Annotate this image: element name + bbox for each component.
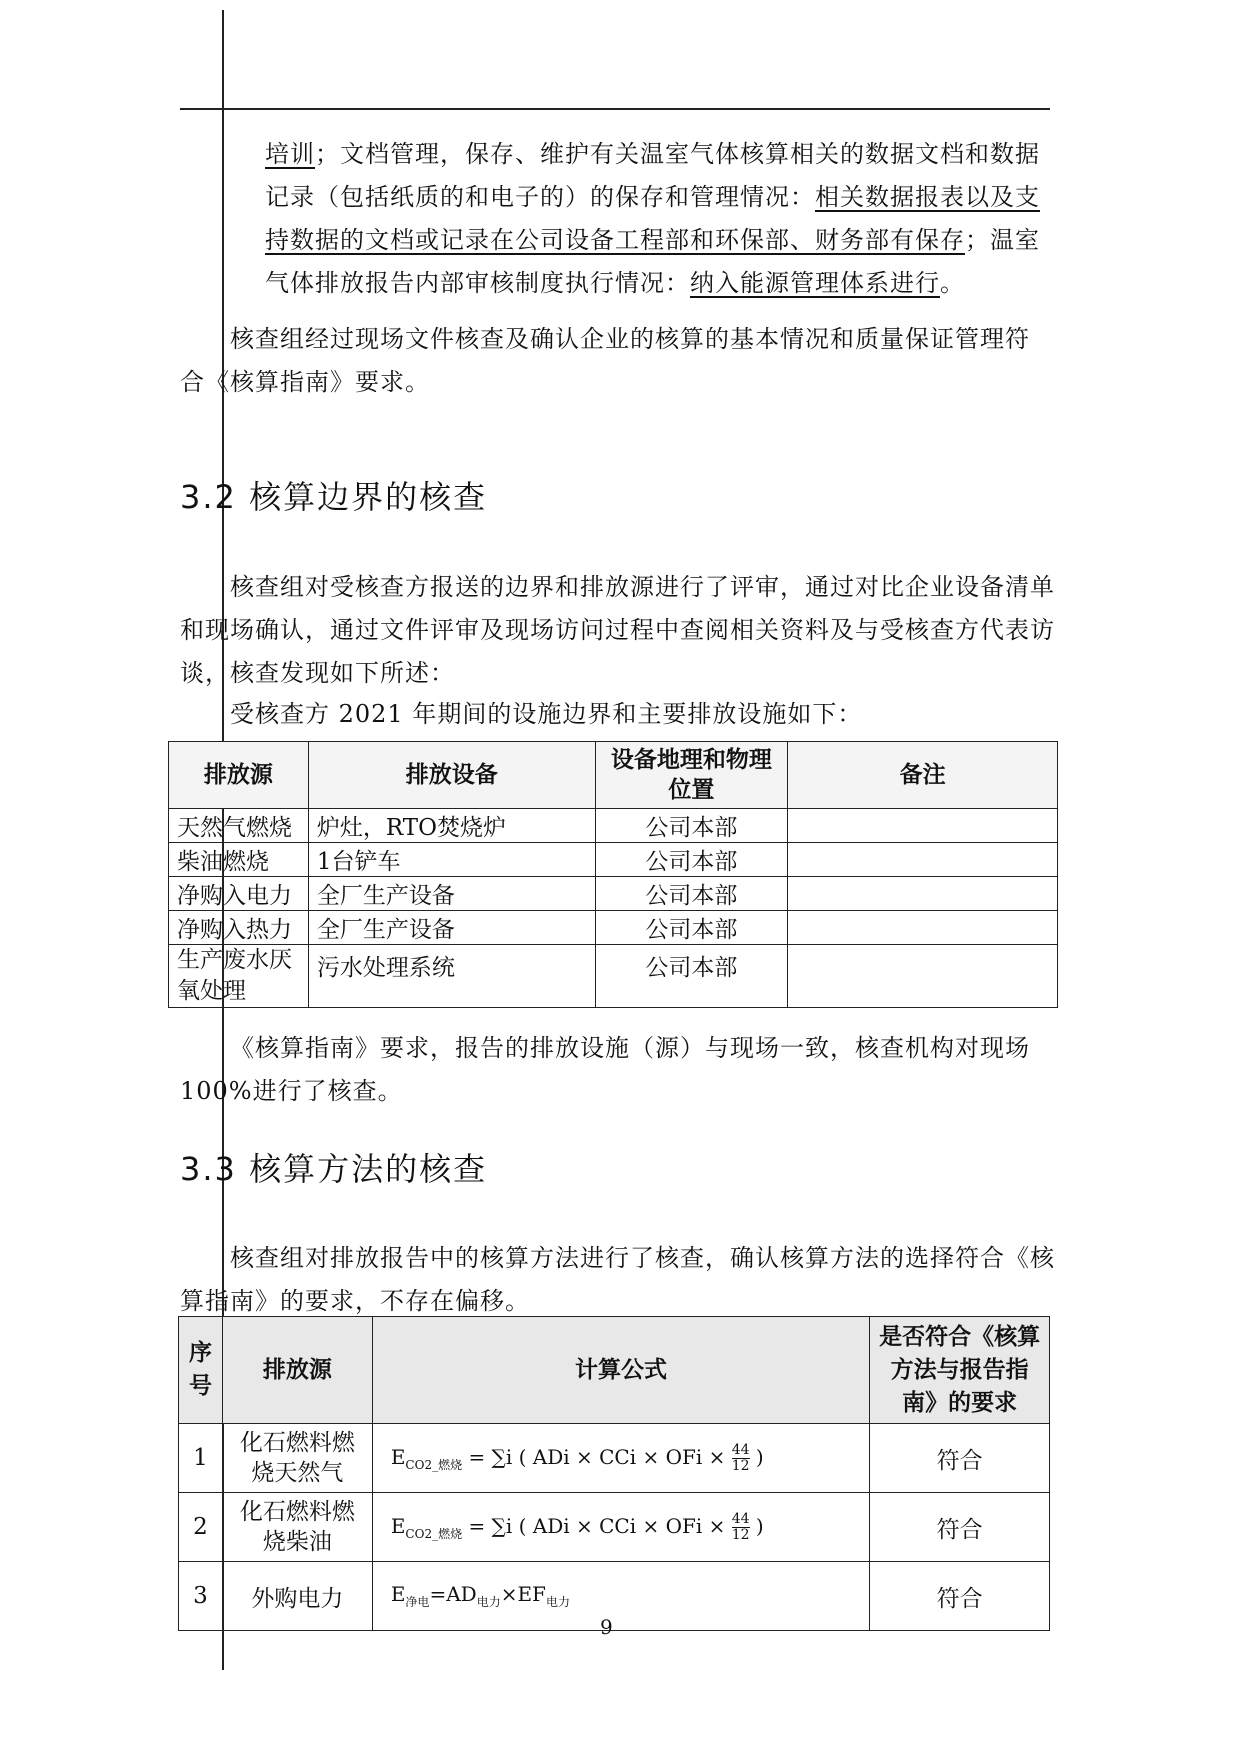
paragraph-2: 核查组经过现场文件核查及确认企业的核算的基本情况和质量保证管理符 合《核算指南》要求。	[180, 325, 1030, 396]
table-row: 天然气燃烧 炉灶，RTO焚烧炉 公司本部	[169, 809, 1058, 843]
underlined-text: 纳入能源管理体系进行	[690, 269, 940, 297]
page-number: 9	[600, 1615, 613, 1639]
paragraph-3: 核查组对受核查方报送的边界和排放源进行了评审，通过对比企业设备清单 和现场确认，通过文件评审及现场访问过程中查阅相关资料及与受核查方代表访 谈，核查发现如下所述：	[180, 573, 1055, 687]
paragraph-6: 核查组对排放报告中的核算方法进行了核查，确认核算方法的选择符合《核 算指南》的要求，不存在偏移。	[180, 1244, 1055, 1315]
table-header-cell: 排放源	[222, 1317, 372, 1424]
header-rule	[180, 108, 1050, 110]
table-row: 柴油燃烧 1台铲车 公司本部	[169, 843, 1058, 877]
emission-boundary-table	[168, 741, 1058, 1008]
table-header-cell: 排放源	[169, 742, 309, 809]
formula: $E_{CO2\_燃烧} = \sum i$ ( ADi × CCi × OFi × $\frac{44}{12}$ )	[372, 1424, 869, 1493]
table-header-cell: 是否符合《核算方法与报告指南》的要求	[870, 1317, 1050, 1424]
table-header-cell: 备注	[788, 742, 1058, 809]
section-heading-3-2: 3.2 核算边界的核查	[180, 478, 488, 516]
formula: $E_{CO2\_燃烧} = \sum i$ ( ADi × CCi × OFi × $\frac{44}{12}$ )	[372, 1493, 869, 1562]
table-row: 2 化石燃料燃烧柴油 $E_{CO2\_燃烧} = \sum i$ ( ADi × CCi × OFi × $\frac{44}{12}$ ) 符合	[179, 1493, 1050, 1562]
paragraph-1: 培训；文档管理，保存、维护有关温室气体核算相关的数据文档和数据 记录（包括纸质的和电子的）的保存和管理情况：相关数据报表以及支 持数据的文档或记录在公司设备工程部和环保部、财务部有保存；温室 气体排放报告内部审核制度执行情况：纳入能源管理体系进行。	[265, 140, 1040, 297]
table-header-cell: 设备地理和物理位置	[595, 742, 788, 809]
table-row: 3 外购电力 $E_{净电}=AD_{电力}\times EF_{电力}$ 符合	[179, 1562, 1050, 1631]
table-header-row	[179, 1317, 1050, 1424]
paragraph-5: 《核算指南》要求，报告的排放设施（源）与现场一致，核查机构对现场 100%进行了核查。	[180, 1034, 1030, 1105]
paragraph-4: 受核查方 2021 年期间的设施边界和主要排放设施如下：	[230, 700, 863, 728]
calculation-method-table	[178, 1316, 1050, 1631]
table-header-cell: 计算公式	[372, 1317, 869, 1424]
table-header-cell: 序号	[179, 1317, 223, 1424]
underlined-text: 培训	[265, 140, 315, 168]
table-header-row	[169, 742, 1058, 809]
section-heading-3-3: 3.3 核算方法的核查	[180, 1150, 488, 1188]
table-row: 净购入热力 全厂生产设备 公司本部	[169, 911, 1058, 945]
formula: $E_{净电}=AD_{电力}\times EF_{电力}$	[372, 1562, 869, 1631]
underlined-text: 相关数据报表以及支	[815, 183, 1040, 211]
underlined-text: 持数据的文档或记录在公司设备工程部和环保部、财务部有保存	[265, 226, 965, 254]
table-row: 生产废水厌氧处理 污水处理系统 公司本部	[169, 945, 1058, 1008]
table-header-cell: 排放设备	[308, 742, 595, 809]
table-row: 净购入电力 全厂生产设备 公司本部	[169, 877, 1058, 911]
table-row: 1 化石燃料燃烧天然气 $E_{CO2\_燃烧} = \sum i$ ( ADi × CCi × OFi × $\frac{44}{12}$ ) 符合	[179, 1424, 1050, 1493]
